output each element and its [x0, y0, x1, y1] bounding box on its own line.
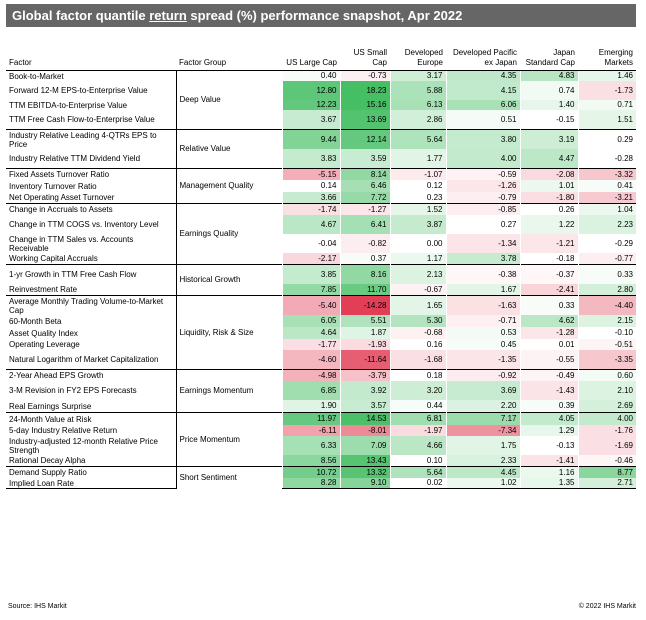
value-cell: 4.83 [520, 71, 578, 82]
value-cell: -1.80 [520, 192, 578, 204]
value-cell: -3.79 [340, 370, 390, 382]
factor-name-cell: Operating Leverage [9, 340, 80, 349]
value-cell: -1.07 [390, 169, 446, 181]
value-cell: 1.87 [340, 327, 390, 339]
value-cell: 8.16 [340, 265, 390, 285]
value-cell: 10.72 [282, 467, 340, 479]
factor-name-cell: Forward 12-M EPS-to-Enterprise Value [9, 86, 148, 95]
value-cell: -0.59 [446, 169, 520, 181]
value-cell: -3.35 [578, 350, 636, 370]
factor-name-cell: 24-Month Value at Risk [6, 413, 176, 426]
table-row [6, 413, 636, 426]
value-cell: 4.05 [520, 413, 578, 426]
factor-name-cell: Rational Decay Alpha [9, 456, 86, 465]
value-cell: -6.11 [282, 425, 340, 436]
value-cell: 0.60 [578, 370, 636, 382]
table-row [6, 339, 636, 350]
value-cell: 12.80 [282, 81, 340, 100]
value-cell: 6.41 [340, 215, 390, 234]
table-row [6, 180, 636, 192]
value-cell: -1.69 [578, 436, 636, 455]
factor-name-cell: Demand Supply Ratio [6, 467, 176, 479]
value-cell: -1.76 [578, 425, 636, 436]
factor-group-cell: Deep Value [176, 71, 282, 130]
value-cell: 1.04 [578, 204, 636, 216]
value-cell: -5.40 [282, 296, 340, 316]
table-row [6, 381, 636, 400]
value-cell: 8.56 [282, 455, 340, 467]
value-cell: 3.57 [340, 400, 390, 413]
value-cell: 1.77 [390, 149, 446, 169]
value-cell: 5.88 [390, 81, 446, 100]
value-cell: 3.69 [446, 381, 520, 400]
col-header-developed-europe: Developed Europe [390, 30, 446, 71]
value-cell: 2.33 [446, 455, 520, 467]
value-cell: 8.28 [282, 478, 340, 489]
value-cell: 6.81 [390, 413, 446, 426]
factor-group-cell: Management Quality [176, 169, 282, 204]
header-row [6, 30, 636, 71]
value-cell: -0.77 [578, 253, 636, 265]
value-cell: 1.16 [520, 467, 578, 479]
value-cell: 4.47 [520, 149, 578, 169]
value-cell: 0.14 [282, 180, 340, 192]
value-cell: 0.44 [390, 400, 446, 413]
value-cell: 4.62 [520, 315, 578, 327]
value-cell: 4.67 [282, 215, 340, 234]
table-row [6, 370, 636, 382]
value-cell: 3.20 [390, 381, 446, 400]
value-cell: -4.40 [578, 296, 636, 316]
value-cell: 14.53 [340, 413, 390, 426]
factor-name-cell: 3-M Revision in FY2 EPS Forecasts [9, 386, 137, 395]
value-cell: 1.40 [520, 100, 578, 110]
value-cell: 0.53 [446, 327, 520, 339]
factor-name-cell: TTM Free Cash Flow-to-Enterprise Value [9, 115, 155, 124]
value-cell: 1.35 [520, 478, 578, 489]
table-row [6, 130, 636, 150]
table-row [6, 467, 636, 479]
table-row [6, 234, 636, 253]
table-row [6, 192, 636, 204]
value-cell: -1.93 [340, 339, 390, 350]
table-row [6, 425, 636, 436]
value-cell: -0.85 [446, 204, 520, 216]
value-cell: -1.28 [520, 327, 578, 339]
factor-group-cell: Earnings Momentum [176, 370, 282, 413]
value-cell: 8.14 [340, 169, 390, 181]
factor-name-cell: 60-Month Beta [9, 316, 62, 326]
factor-name-cell: 5-day Industry Relative Return [9, 426, 118, 435]
table-row [6, 265, 636, 285]
factor-name-cell: TTM EBITDA-to-Enterprise Value [9, 100, 128, 110]
table-row [6, 253, 636, 265]
table-row [6, 169, 636, 181]
value-cell: 5.64 [390, 467, 446, 479]
value-cell: 0.00 [390, 234, 446, 253]
factor-name-cell: Working Capital Accruals [9, 254, 98, 263]
value-cell: 5.64 [390, 130, 446, 150]
value-cell: 4.35 [446, 71, 520, 82]
value-cell: 0.27 [446, 215, 520, 234]
value-cell: 0.33 [520, 296, 578, 316]
value-cell: 8.77 [578, 467, 636, 479]
source-note: Source: IHS Markit [8, 603, 67, 610]
value-cell: 5.30 [390, 315, 446, 327]
value-cell: 0.45 [446, 339, 520, 350]
value-cell: 2.13 [390, 265, 446, 285]
value-cell: 12.23 [282, 100, 340, 110]
value-cell: -1.74 [282, 204, 340, 216]
value-cell: 4.15 [446, 81, 520, 100]
value-cell: 0.51 [446, 110, 520, 130]
value-cell: -1.63 [446, 296, 520, 316]
value-cell: 1.67 [446, 284, 520, 296]
value-cell: 0.74 [520, 81, 578, 100]
value-cell: 7.09 [340, 436, 390, 455]
value-cell: 3.17 [390, 71, 446, 82]
value-cell: -1.34 [446, 234, 520, 253]
factor-name-cell: Industry Relative TTM Dividend Yield [9, 154, 141, 163]
value-cell: -0.46 [578, 455, 636, 467]
value-cell: 3.83 [282, 149, 340, 169]
value-cell: 0.10 [390, 455, 446, 467]
factor-name-cell: 2-Year Ahead EPS Growth [6, 370, 176, 382]
value-cell: 3.67 [282, 110, 340, 130]
value-cell: 1.52 [390, 204, 446, 216]
value-cell: -1.73 [578, 81, 636, 100]
value-cell: 0.16 [390, 339, 446, 350]
value-cell: -0.18 [520, 253, 578, 265]
table-row [6, 215, 636, 234]
table-row [6, 284, 636, 296]
table-row [6, 204, 636, 216]
value-cell: 4.45 [446, 467, 520, 479]
value-cell: 0.37 [340, 253, 390, 265]
value-cell: -3.21 [578, 192, 636, 204]
value-cell: 2.69 [578, 400, 636, 413]
value-cell: 3.19 [520, 130, 578, 150]
value-cell: 12.14 [340, 130, 390, 150]
value-cell: 2.23 [578, 215, 636, 234]
value-cell: -0.82 [340, 234, 390, 253]
value-cell: 18.23 [340, 81, 390, 100]
factor-name-cell: Asset Quality Index [9, 328, 78, 338]
value-cell: -1.21 [520, 234, 578, 253]
value-cell: -11.64 [340, 350, 390, 370]
value-cell: -0.28 [578, 149, 636, 169]
value-cell: 0.41 [578, 180, 636, 192]
table-row [6, 100, 636, 110]
value-cell: 0.18 [390, 370, 446, 382]
value-cell: -1.68 [390, 350, 446, 370]
value-cell: 4.00 [578, 413, 636, 426]
value-cell: -2.08 [520, 169, 578, 181]
factor-name-cell: 1-yr Growth in TTM Free Cash Flow [6, 265, 176, 285]
copyright-note: © 2022 IHS Markit [578, 603, 636, 610]
value-cell: 9.10 [340, 478, 390, 489]
value-cell: -0.37 [520, 265, 578, 285]
value-cell: 1.17 [390, 253, 446, 265]
value-cell: 3.87 [390, 215, 446, 234]
value-cell: 3.78 [446, 253, 520, 265]
table-row [6, 110, 636, 130]
col-header-factor-group: Factor Group [176, 30, 282, 71]
value-cell: 6.85 [282, 381, 340, 400]
factor-name-cell: Industry-adjusted 12-month Relative Price Strength [9, 436, 158, 455]
value-cell: 0.39 [520, 400, 578, 413]
col-header-developed-pacific: Developed Pacific ex Japan [446, 30, 520, 71]
factor-name-cell: Change in Accruals to Assets [6, 204, 176, 216]
value-cell: 7.72 [340, 192, 390, 204]
value-cell: -0.79 [446, 192, 520, 204]
table-row [6, 315, 636, 327]
factor-name-cell: Implied Loan Rate [6, 478, 176, 489]
value-cell: 5.51 [340, 315, 390, 327]
value-cell: 0.40 [282, 71, 340, 82]
factor-group-cell: Short Sentiment [176, 467, 282, 489]
factor-name-cell: Inventory Turnover Ratio [9, 181, 97, 191]
value-cell: 3.80 [446, 130, 520, 150]
value-cell: -0.68 [390, 327, 446, 339]
factor-group-cell: Earnings Quality [176, 204, 282, 265]
value-cell: -1.35 [446, 350, 520, 370]
col-header-factor: Factor [6, 30, 176, 71]
value-cell: -8.01 [340, 425, 390, 436]
value-cell: 7.17 [446, 413, 520, 426]
value-cell: 0.29 [578, 130, 636, 150]
value-cell: 2.10 [578, 381, 636, 400]
value-cell: 11.70 [340, 284, 390, 296]
value-cell: 1.01 [520, 180, 578, 192]
value-cell: 1.75 [446, 436, 520, 455]
value-cell: -4.60 [282, 350, 340, 370]
value-cell: -0.67 [390, 284, 446, 296]
factor-table [6, 30, 636, 489]
value-cell: 6.05 [282, 315, 340, 327]
value-cell: 15.16 [340, 100, 390, 110]
value-cell: 13.32 [340, 467, 390, 479]
table-row [6, 149, 636, 169]
value-cell: 3.66 [282, 192, 340, 204]
col-header-us-large-cap: US Large Cap [282, 30, 340, 71]
table-row [6, 436, 636, 455]
value-cell: -1.77 [282, 339, 340, 350]
value-cell: 2.71 [578, 478, 636, 489]
value-cell: 1.29 [520, 425, 578, 436]
factor-name-cell: Natural Logarithm of Market Capitalization [9, 355, 159, 364]
value-cell: -2.41 [520, 284, 578, 296]
value-cell: -0.49 [520, 370, 578, 382]
value-cell: -4.98 [282, 370, 340, 382]
value-cell: -0.92 [446, 370, 520, 382]
value-cell: 11.97 [282, 413, 340, 426]
value-cell: -1.26 [446, 180, 520, 192]
value-cell: 2.80 [578, 284, 636, 296]
value-cell: 9.44 [282, 130, 340, 150]
value-cell: 2.86 [390, 110, 446, 130]
value-cell: 1.22 [520, 215, 578, 234]
value-cell: 0.33 [578, 265, 636, 285]
factor-name-cell: Net Operating Asset Turnover [9, 193, 115, 202]
table-row [6, 71, 636, 82]
value-cell: 7.85 [282, 284, 340, 296]
value-cell: 1.46 [578, 71, 636, 82]
col-header-emerging-markets: Emerging Markets [578, 30, 636, 71]
factor-name-cell: Change in TTM COGS vs. Inventory Level [9, 220, 159, 229]
value-cell: -1.27 [340, 204, 390, 216]
factor-name-cell: Book-to-Market [9, 71, 64, 81]
value-cell: 0.71 [578, 100, 636, 110]
value-cell: 13.69 [340, 110, 390, 130]
value-cell: -5.15 [282, 169, 340, 181]
value-cell: 1.51 [578, 110, 636, 130]
value-cell: -0.38 [446, 265, 520, 285]
value-cell: -0.10 [578, 327, 636, 339]
factor-name-cell: Change in TTM Sales vs. Accounts Receivable [9, 234, 134, 253]
table-row [6, 400, 636, 413]
value-cell: -2.17 [282, 253, 340, 265]
table-row [6, 327, 636, 339]
factor-name-cell: Real Earnings Surprise [9, 401, 92, 411]
value-cell: 0.26 [520, 204, 578, 216]
value-cell: -0.73 [340, 71, 390, 82]
value-cell: 1.90 [282, 400, 340, 413]
table-body [6, 71, 636, 489]
value-cell: 1.65 [390, 296, 446, 316]
value-cell: -1.43 [520, 381, 578, 400]
value-cell: -0.51 [578, 339, 636, 350]
value-cell: 6.13 [390, 100, 446, 110]
value-cell: 1.02 [446, 478, 520, 489]
value-cell: 4.00 [446, 149, 520, 169]
value-cell: 2.15 [578, 315, 636, 327]
value-cell: -1.97 [390, 425, 446, 436]
value-cell: 6.46 [340, 180, 390, 192]
col-header-us-small-cap: US Small Cap [340, 30, 390, 71]
value-cell: -0.13 [520, 436, 578, 455]
value-cell: -0.71 [446, 315, 520, 327]
value-cell: -7.34 [446, 425, 520, 436]
table-row [6, 478, 636, 489]
value-cell: 6.33 [282, 436, 340, 455]
value-cell: 4.64 [282, 327, 340, 339]
value-cell: -0.29 [578, 234, 636, 253]
value-cell: 0.02 [390, 478, 446, 489]
page-title: Global factor quantile return spread (%) performance snapshot, Apr 2022 [6, 4, 636, 27]
factor-group-cell: Liquidity, Risk & Size [176, 296, 282, 370]
factor-name-cell: Reinvestment Rate [9, 285, 78, 294]
value-cell: 3.85 [282, 265, 340, 285]
value-cell: 13.43 [340, 455, 390, 467]
value-cell: 0.12 [390, 180, 446, 192]
table-row [6, 81, 636, 100]
value-cell: 4.66 [390, 436, 446, 455]
value-cell: 0.01 [520, 339, 578, 350]
value-cell: 6.06 [446, 100, 520, 110]
factor-name-cell: Fixed Assets Turnover Ratio [6, 169, 176, 181]
value-cell: -0.55 [520, 350, 578, 370]
value-cell: 2.20 [446, 400, 520, 413]
table-row [6, 350, 636, 370]
factor-group-cell: Historical Growth [176, 265, 282, 296]
table-row [6, 296, 636, 316]
value-cell: -1.41 [520, 455, 578, 467]
value-cell: 3.59 [340, 149, 390, 169]
factor-group-cell: Relative Value [176, 130, 282, 169]
factor-name-cell: Industry Relative Leading 4-QTRs EPS to Price [6, 130, 176, 150]
value-cell: -0.04 [282, 234, 340, 253]
table-row [6, 455, 636, 467]
title-underlined-word: return [149, 8, 187, 23]
value-cell: 3.92 [340, 381, 390, 400]
value-cell: -0.15 [520, 110, 578, 130]
value-cell: -3.32 [578, 169, 636, 181]
value-cell: -14.28 [340, 296, 390, 316]
factor-group-cell: Price Momentum [176, 413, 282, 467]
factor-name-cell: Average Monthly Trading Volume-to-Market Cap [6, 296, 176, 316]
value-cell: 0.23 [390, 192, 446, 204]
col-header-japan-standard-cap: Japan Standard Cap [520, 30, 578, 71]
